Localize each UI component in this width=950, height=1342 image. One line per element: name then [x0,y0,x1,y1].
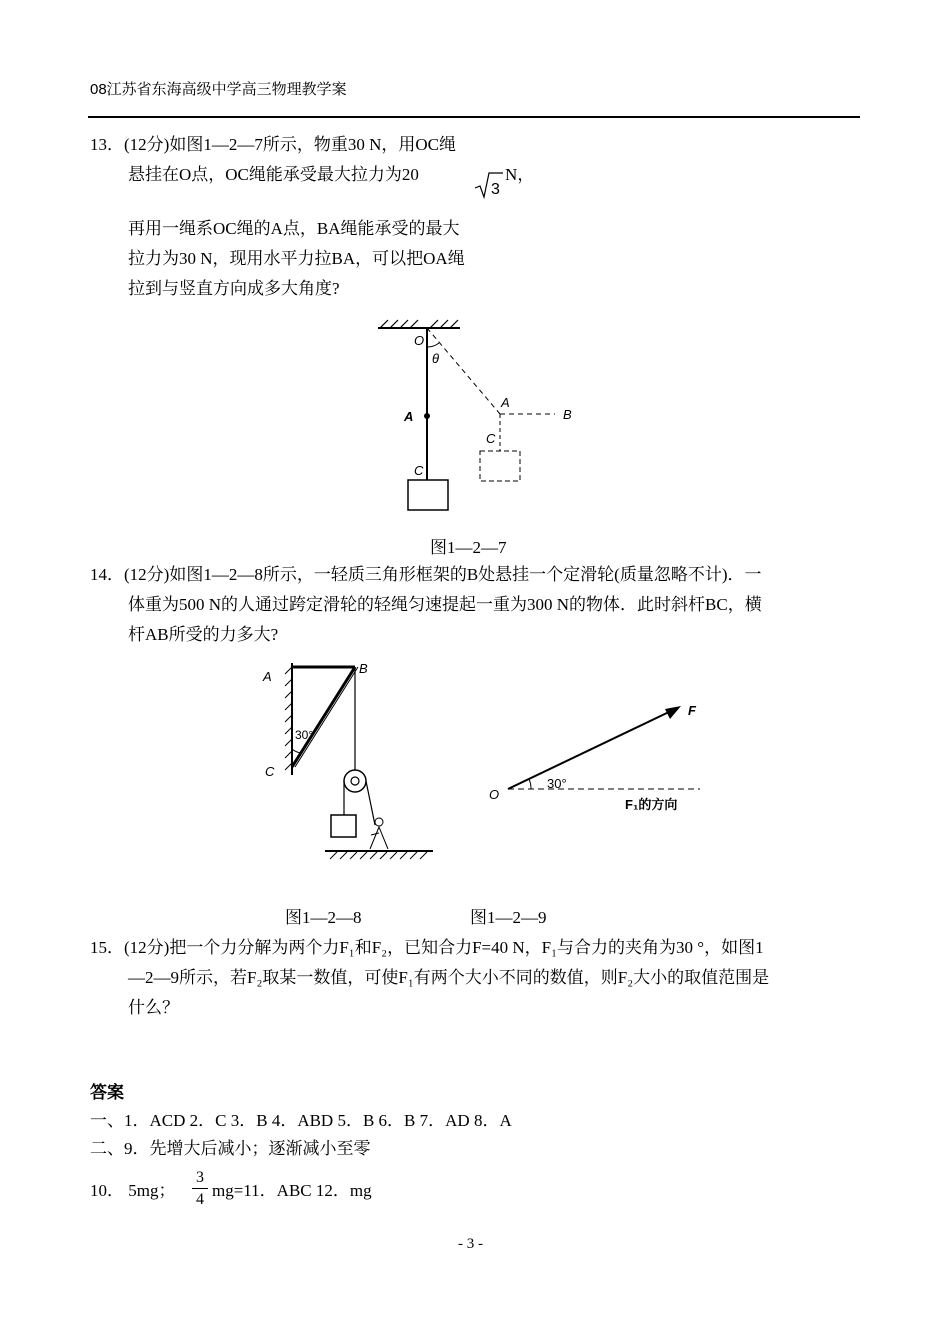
label-angle-30: 30° [295,728,314,742]
fraction-numerator: 3 [196,1169,204,1186]
q13-line3: 再用一绳系OC绳的A点，BA绳能承受的最大 [128,219,460,238]
label-A-dashed: A [501,395,510,410]
q14-line1: 14．(12分)如图1—2—8所示，一轻质三角形框架的B处悬挂一个定滑轮(质量忽略不计)．一 [90,565,762,584]
label-A-vertical: A [404,409,414,424]
fraction-denominator: 4 [196,1191,204,1208]
q13-line2 [128,162,419,188]
figure-1-2-7 [370,315,590,520]
q14-line2: 体重为500 N的人通过跨定滑轮的轻绳匀速提起一重为300 N的物体．此时斜杆BC，横 [128,595,762,614]
answers-line3a: 10． 5mg； [90,1181,176,1200]
caption-1-2-9: 图1—2—9 [470,908,547,927]
figure-1-2-8 [255,655,450,870]
label-B: B [563,407,572,422]
q15-line1: 15．(12分)把一个力分解为两个力F₁和F₂，已知合力F=40 N，F₁与合力的夹角为30 °，如图1 [90,938,764,957]
caption-1-2-7: 图1—2—7 [430,538,507,557]
caption-1-2-8: 图1—2—8 [285,908,362,927]
label-F: F [688,703,696,718]
page-header: 08江苏省东海高级中学高三物理教学案 [90,81,347,98]
q13-line1: 13．(12分)如图1—2—7所示，物重30 N，用OC绳 [90,135,456,154]
answers-line1: 一、1．ACD 2．C 3．B 4．ABD 5．B 6．B 7．AD 8．A [90,1111,512,1130]
label-C-vertical: C [414,463,424,478]
q15-line3: 什么？ [128,998,179,1017]
label-O: O [414,333,425,348]
answers-line2: 二、9．先增大后减小；逐渐减小至零 [90,1139,371,1158]
q13-line4: 拉力为30 N，现用水平力拉BA，可以把OA绳 [128,249,465,268]
q13-unit: N， [505,165,535,184]
q13-line5: 拉到与竖直方向成多大角度? [128,279,340,298]
q13-line2-text: 悬挂在O点，OC绳能承受最大拉力为20 [128,165,419,184]
header-rule [88,116,860,118]
label-A: A [263,669,272,684]
q14-line3: 杆AB所受的力多大? [128,625,279,644]
label-C-dashed: C [486,431,496,446]
fraction-3-4 [190,1168,210,1211]
sqrt-symbol [473,170,503,200]
label-angle-30: 30° [547,776,567,791]
label-B: B [359,661,368,676]
label-theta: θ [432,351,440,366]
page-number: - 3 - [458,1236,483,1252]
label-F1-direction: F₁的方向 [625,797,678,812]
sqrt-value: 3 [491,181,500,198]
answers-line3b: mg=11．ABC 12．mg [212,1181,372,1200]
label-O: O [489,787,500,802]
answers-title: 答案 [90,1083,124,1102]
label-C: C [265,764,275,779]
figure-1-2-9 [485,695,715,820]
q15-line2: —2—9所示，若F₂取某一数值，可使F₁有两个大小不同的数值，则F₂大小的取值范围是 [128,968,770,987]
